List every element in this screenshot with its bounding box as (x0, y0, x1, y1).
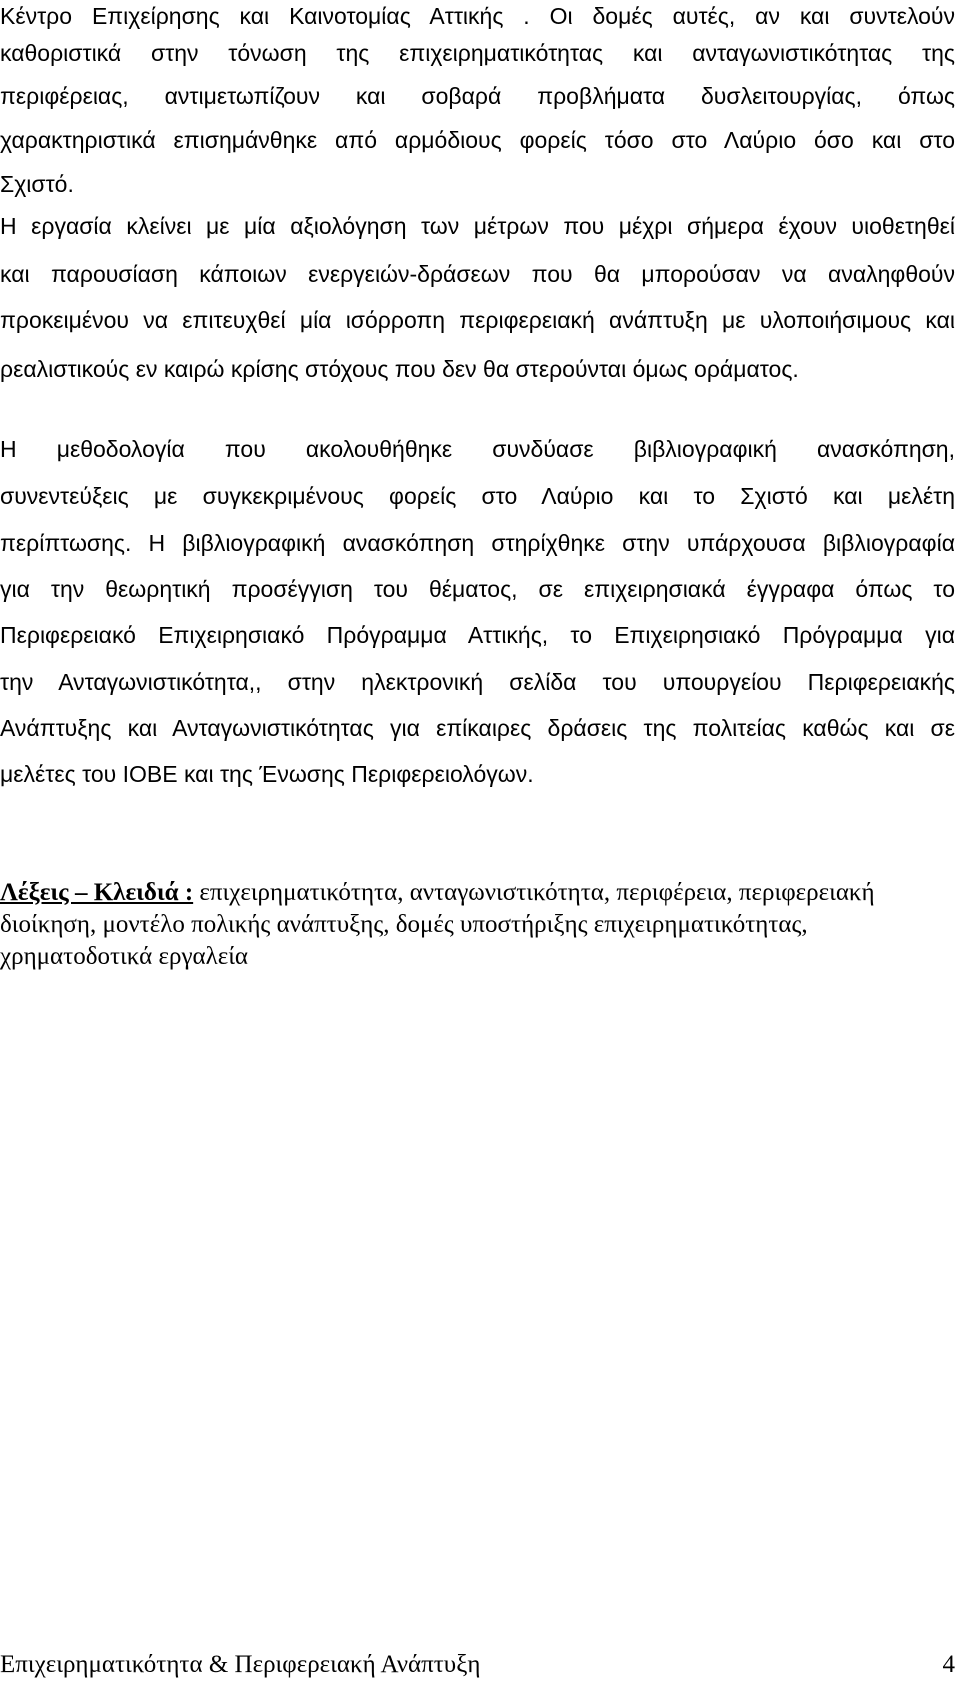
text-line: καθοριστικά στην τόνωση της επιχειρηματικότητας και ανταγωνιστικότητας της (0, 40, 955, 66)
footer-title: Επιχειρηματικότητα & Περιφερειακή Ανάπτυξη (0, 1651, 481, 1678)
text-line: Σχιστό. (0, 171, 74, 197)
text-line: μελέτες του ΙΟΒΕ και της Ένωσης Περιφερειολόγων. (0, 761, 534, 787)
keywords-line (0, 878, 955, 908)
text-line: προκειμένου να επιτευχθεί μία ισόρροπη περιφερειακή ανάπτυξη με υλοποιήσιμους και (0, 307, 955, 333)
text-line: και παρουσίαση κάποιων ενεργειών-δράσεων που θα μπορούσαν να αναληφθούν (0, 261, 955, 287)
text-line: χαρακτηριστικά επισημάνθηκε από αρμόδιους φορείς τόσο στο Λαύριο όσο και στο (0, 127, 955, 153)
text-line: Η μεθοδολογία που ακολουθήθηκε συνδύασε βιβλιογραφική ανασκόπηση, (0, 436, 955, 462)
page-footer (0, 1650, 955, 1680)
keywords-line: χρηματοδοτικά εργαλεία (0, 943, 249, 970)
page-number: 4 (942, 1651, 955, 1678)
keywords-line: διοίκηση, μοντέλο πολικής ανάπτυξης, δομές υποστήριξης επιχειρηματικότητας, (0, 911, 808, 938)
text-line: περιφέρειας, αντιμετωπίζουν και σοβαρά προβλήματα δυσλειτουργίας, όπως (0, 83, 955, 109)
text-line: συνεντεύξεις με συγκεκριμένους φορείς στο Λαύριο και το Σχιστό και μελέτη (0, 483, 955, 509)
keywords-label: Λέξεις – Κλειδιά : (0, 879, 194, 906)
keywords-text: επιχειρηματικότητα, ανταγωνιστικότητα, περιφέρεια, περιφερειακή (193, 879, 875, 906)
text-line: Κέντρο Επιχείρησης και Καινοτομίας Αττικής . Οι δομές αυτές, αν και συντελούν (0, 3, 955, 29)
text-line: Περιφερειακό Επιχειρησιακό Πρόγραμμα Αττικής, το Επιχειρησιακό Πρόγραμμα για (0, 622, 955, 648)
text-line: Η εργασία κλείνει με μία αξιολόγηση των μέτρων που μέχρι σήμερα έχουν υιοθετηθεί (0, 213, 955, 239)
text-line: Ανάπτυξης και Ανταγωνιστικότητας για επίκαιρες δράσεις της πολιτείας καθώς και σε (0, 715, 955, 741)
text-line: περίπτωσης. Η βιβλιογραφική ανασκόπηση στηρίχθηκε στην υπάρχουσα βιβλιογραφία (0, 530, 955, 556)
text-line: ρεαλιστικούς εν καιρώ κρίσης στόχους που δεν θα στερούνται όμως οράματος. (0, 356, 799, 382)
text-line: για την θεωρητική προσέγγιση του θέματος, σε επιχειρησιακά έγγραφα όπως το (0, 576, 955, 602)
text-line: την Ανταγωνιστικότητα,, στην ηλεκτρονική σελίδα του υπουργείου Περιφερειακής (0, 669, 955, 695)
